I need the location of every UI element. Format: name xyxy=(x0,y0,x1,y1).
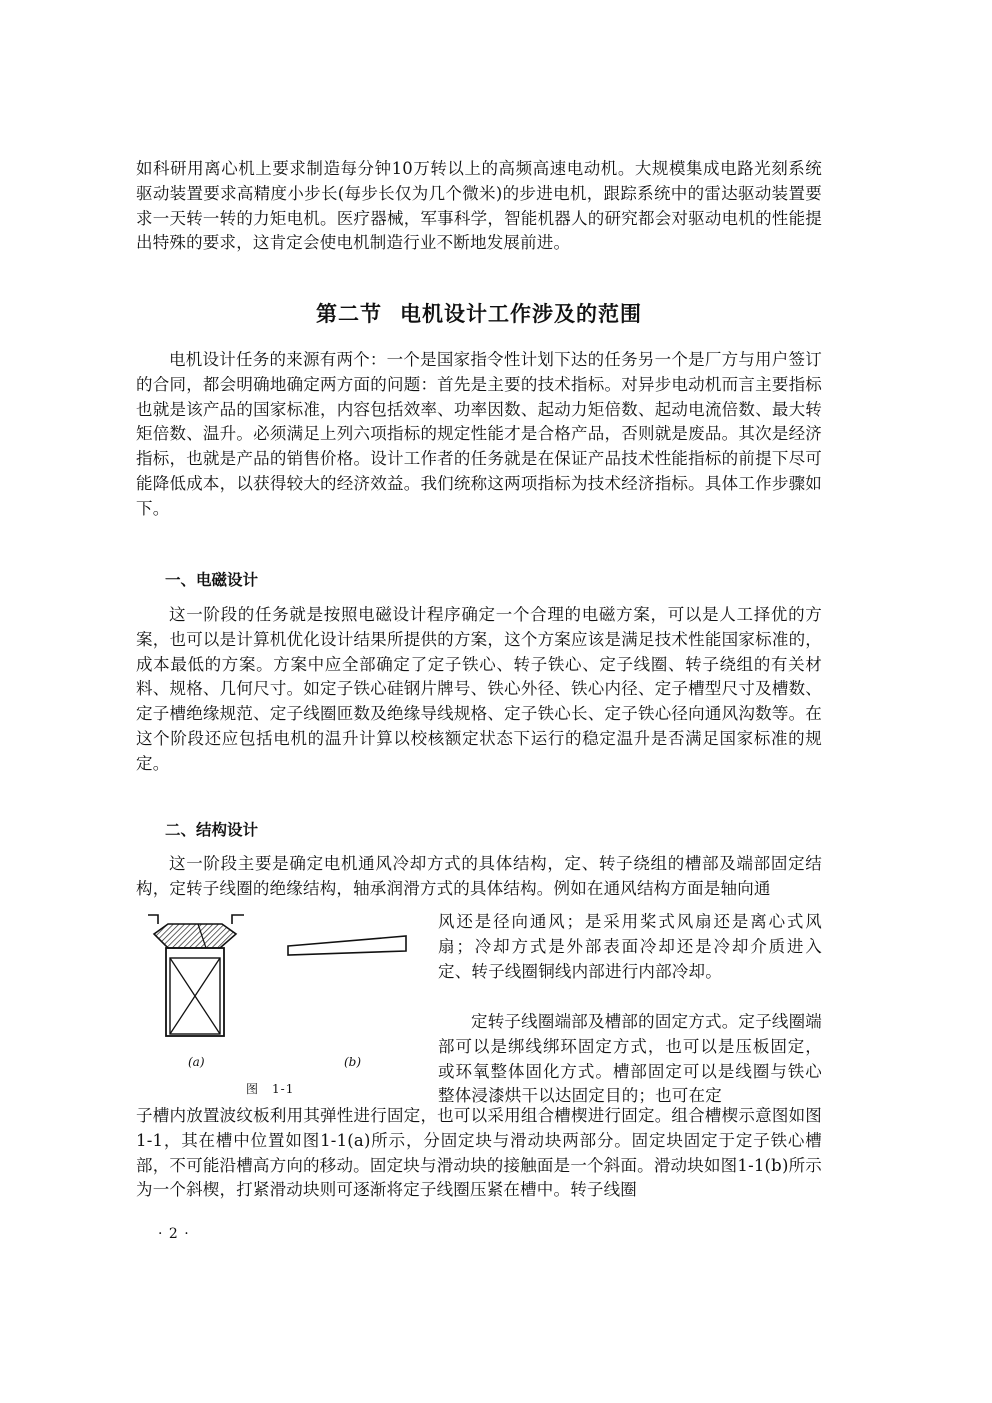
subheading-structural-design: 二、结构设计 xyxy=(165,821,259,839)
intro-paragraph: 如科研用离心机上要求制造每分钟10万转以上的高频高速电动机。大规模集成电路光刻系统驱动装置要求高精度小步长(每步长仅为几个微米)的步进电机，跟踪系统中的雷达驱动装置要求一天转一转的力矩电机。医疗器械，军事科学，智能机器人的研究都会对驱动电机的性能提出特殊的要求，这肯定会使电机制造行业不断地发展前进。 xyxy=(136,159,822,253)
structural-design-wrap-2: 定转子线圈端部及槽部的固定方式。定子线圈端部可以是绑线绑环固定方式，也可以是压板固定，或环氧整体固化方式。槽部固定可以是线圈与铁心整体浸漆烘干以达固定目的；也可在定 xyxy=(438,1012,822,1106)
slot-wedge-diagram xyxy=(136,910,426,1095)
slot-body xyxy=(166,948,224,1036)
section-number: 第二节 xyxy=(316,302,382,326)
structural-design-paragraph-top: 这一阶段主要是确定电机通风冷却方式的具体结构，定、转子绕组的槽部及端部固定结构，定转子线圈的绝缘结构，轴承润滑方式的具体结构。例如在通风结构方面是轴向通 xyxy=(136,854,822,898)
figure-label-a: (a) xyxy=(188,1055,205,1069)
figure-1-1 xyxy=(136,910,426,1095)
section-heading xyxy=(136,298,822,328)
wedge-section xyxy=(154,924,236,948)
section-title: 电机设计工作涉及的范围 xyxy=(400,302,642,326)
page-number: · 2 · xyxy=(158,1226,190,1242)
structural-design-wrap-1: 风还是径向通风；是采用桨式风扇还是离心式风扇；冷却方式是外部表面冷却还是冷却介质进入定、转子线圈铜线内部进行内部冷却。 xyxy=(438,912,822,981)
figure-label-b: (b) xyxy=(344,1055,362,1069)
figure-caption: 图 1-1 xyxy=(246,1082,295,1096)
electromagnetic-design-paragraph: 这一阶段的任务就是按照电磁设计程序确定一个合理的电磁方案，可以是人工择优的方案，也可以是计算机优化设计结果所提供的方案，这个方案应该是满足技术性能国家标准的，成本最低的方案。方案中应全部确定了定子铁心、转子铁心、定子线圈、转子绕组的有关材料、规格、几何尺寸。如定子铁心硅钢片牌号、铁心外径、铁心内径、定子槽型尺寸及槽数、定子槽绝缘规范、定子线圈匝数及绝缘导线规格、定子铁心长、定子铁心径向通风沟数等。在这个阶段还应包括电机的温升计算以校核额定状态下运行的稳定温升是否满足国家标准的规定。 xyxy=(136,605,822,773)
sliding-wedge xyxy=(288,936,406,955)
structural-design-paragraph-bottom: 子槽内放置波纹板利用其弹性进行固定，也可以采用组合槽楔进行固定。组合槽楔示意图如图1-1，其在槽中位置如图1-1(a)所示，分固定块与滑动块两部分。固定块固定于定子铁心槽部，不可能沿槽高方向的移动。固定块与滑动块的接触面是一个斜面。滑动块如图1-1(b)所示为一个斜楔，打紧滑动块则可逐渐将定子线圈压紧在槽中。转子线圈 xyxy=(136,1106,822,1200)
subheading-electromagnetic-design: 一、电磁设计 xyxy=(165,571,259,589)
section-intro-paragraph: 电机设计任务的来源有两个：一个是国家指令性计划下达的任务另一个是厂方与用户签订的合同，都会明确地确定两方面的问题：首先是主要的技术指标。对异步电动机而言主要指标也就是该产品的国家标准，内容包括效率、功率因数、起动力矩倍数、起动电流倍数、最大转矩倍数、温升。必须满足上列六项指标的规定性能才是合格产品，否则就是废品。其次是经济指标，也就是产品的销售价格。设计工作者的任务就是在保证产品技术性能指标的前提下尽可能降低成本，以获得较大的经济效益。我们统称这两项指标为技术经济指标。具体工作步骤如下。 xyxy=(136,350,822,518)
